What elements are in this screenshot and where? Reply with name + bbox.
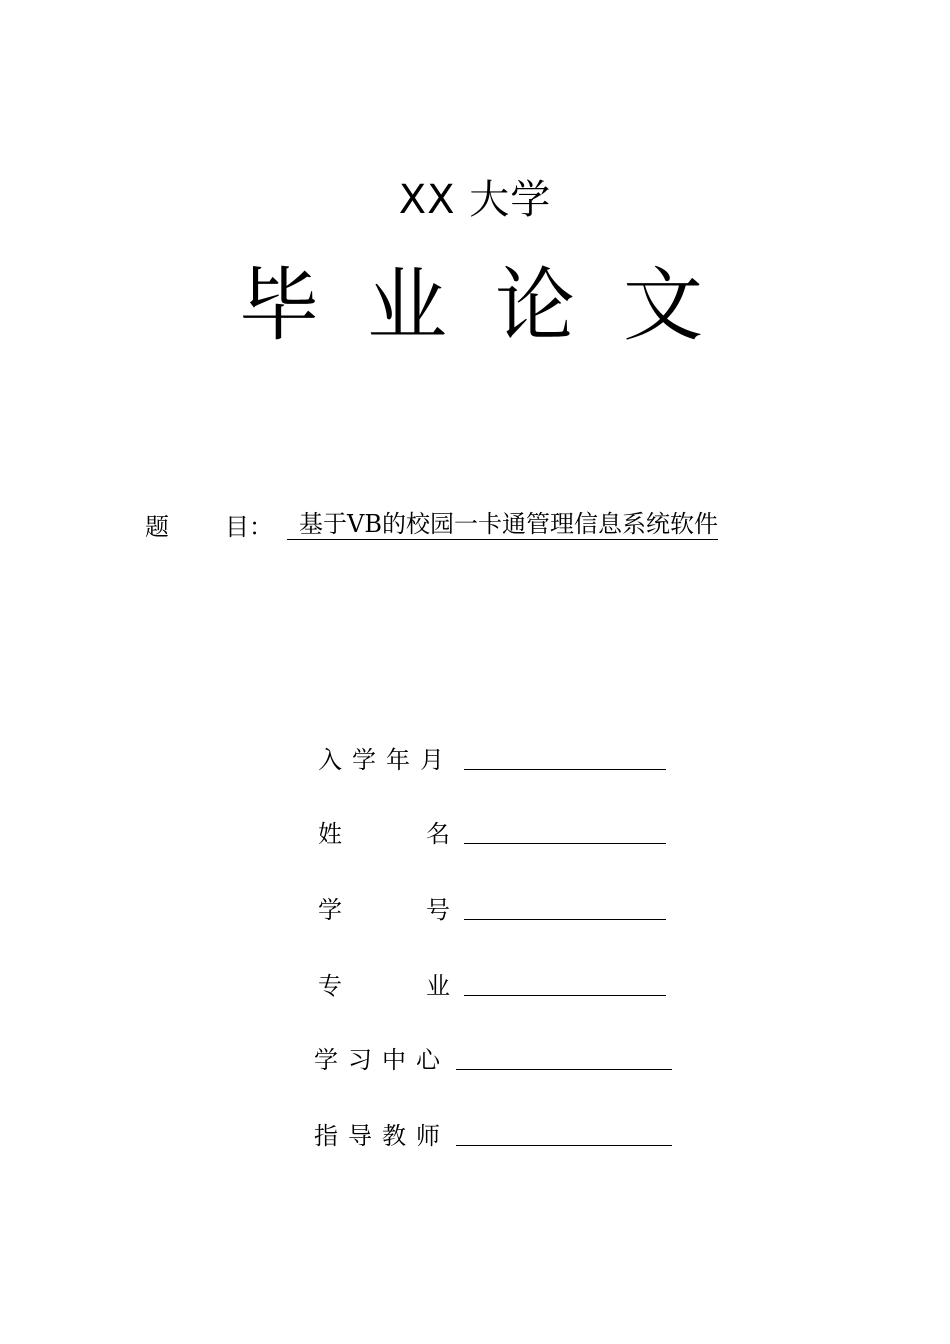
field-learning-center	[314, 1036, 672, 1076]
field-blank-line	[456, 1069, 672, 1070]
field-major	[318, 962, 666, 1002]
field-enrollment-date	[318, 736, 666, 776]
field-label: 学号	[318, 896, 534, 924]
topic-row	[145, 504, 718, 544]
field-label: 学习中心	[314, 1046, 450, 1074]
field-name	[318, 810, 666, 850]
field-label: 专业	[318, 972, 534, 1000]
field-blank-line	[464, 769, 666, 770]
topic-label-second: 目：	[225, 512, 273, 541]
thesis-type-heading: 毕业论文	[239, 259, 751, 352]
field-blank-line	[464, 919, 666, 920]
topic-value: 基于VB的校园一卡通管理信息系统软件	[287, 509, 718, 540]
field-advisor	[314, 1112, 672, 1152]
field-label: 指导教师	[314, 1122, 450, 1150]
topic-label-first: 题	[145, 512, 169, 541]
field-blank-line	[456, 1145, 672, 1146]
field-label: 入学年月	[318, 746, 454, 774]
field-label: 姓名	[318, 820, 534, 848]
field-student-id	[318, 886, 666, 926]
university-name: XX 大学	[398, 177, 552, 223]
field-blank-line	[464, 995, 666, 996]
field-blank-line	[464, 843, 666, 844]
